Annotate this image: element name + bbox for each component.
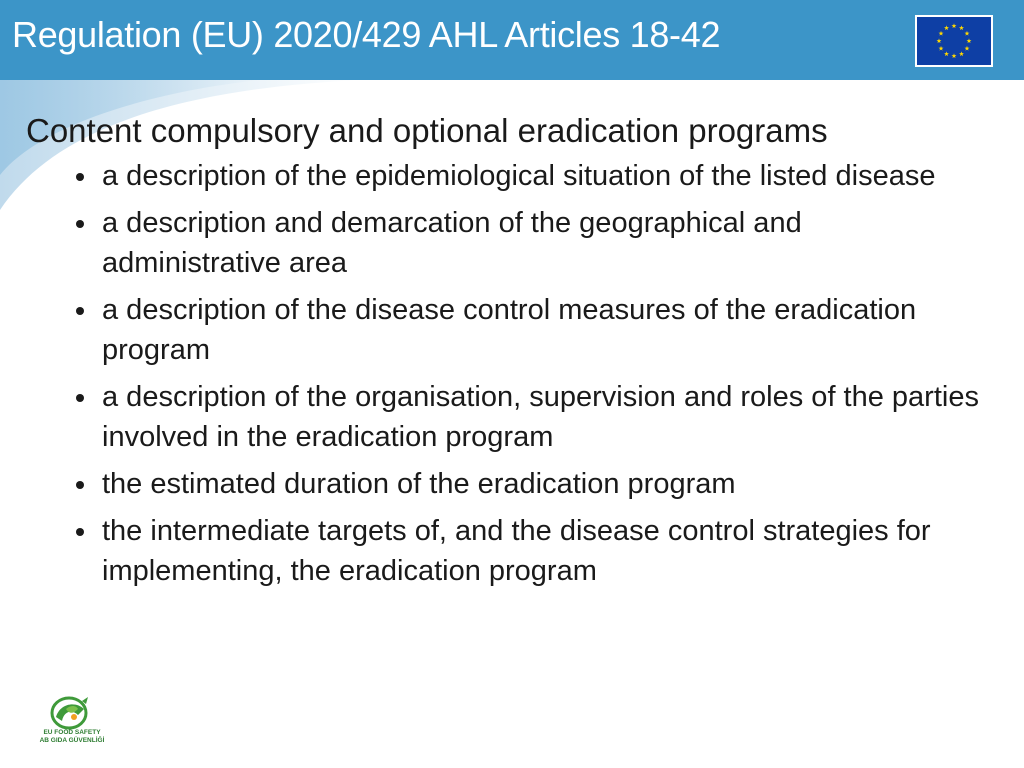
bullet-text: the estimated duration of the eradication program	[102, 468, 736, 500]
star-icon	[965, 46, 970, 51]
star-icon	[967, 38, 972, 43]
bullet-text: a description and demarcation of the geographical and administrative area	[102, 207, 802, 279]
header-bar	[0, 0, 1024, 80]
list-item	[26, 203, 986, 283]
slide-title: Regulation (EU) 2020/429 AHL Articles 18-42	[12, 14, 721, 55]
list-item	[26, 377, 986, 457]
list-item	[26, 156, 986, 196]
list-item	[26, 464, 986, 504]
bullet-list	[26, 156, 986, 591]
star-icon	[959, 25, 964, 30]
bullet-text: a description of the epidemiological situation of the listed disease	[102, 160, 936, 192]
section-heading: Content compulsory and optional eradication programs	[26, 112, 828, 149]
star-icon	[959, 51, 964, 56]
bullet-icon	[76, 307, 84, 315]
bullet-icon	[76, 220, 84, 228]
logo-text-tr: AB GIDA GÜVENLİĞİ	[39, 737, 105, 744]
star-icon	[939, 46, 944, 51]
bullet-icon	[76, 528, 84, 536]
star-icon	[965, 31, 970, 36]
star-icon	[952, 23, 957, 28]
eu-flag-stars	[917, 17, 991, 65]
slide-body	[26, 108, 986, 598]
star-icon	[944, 51, 949, 56]
list-item	[26, 511, 986, 591]
bullet-text: the intermediate targets of, and the disease control strategies for implementing, the eradication program	[102, 515, 931, 587]
star-icon	[944, 25, 949, 30]
star-icon	[937, 38, 942, 43]
bullet-icon	[76, 394, 84, 402]
list-item	[26, 290, 986, 370]
star-icon	[939, 31, 944, 36]
bullet-text: a description of the disease control measures of the eradication program	[102, 294, 917, 366]
bullet-icon	[76, 481, 84, 489]
bullet-text: a description of the organisation, supervision and roles of the parties involved in the eradication program	[102, 381, 979, 453]
logo-text-en: EU FOOD SAFETY	[43, 729, 101, 736]
star-icon	[952, 53, 957, 58]
bullet-icon	[76, 173, 84, 181]
eu-flag-icon	[915, 15, 993, 67]
